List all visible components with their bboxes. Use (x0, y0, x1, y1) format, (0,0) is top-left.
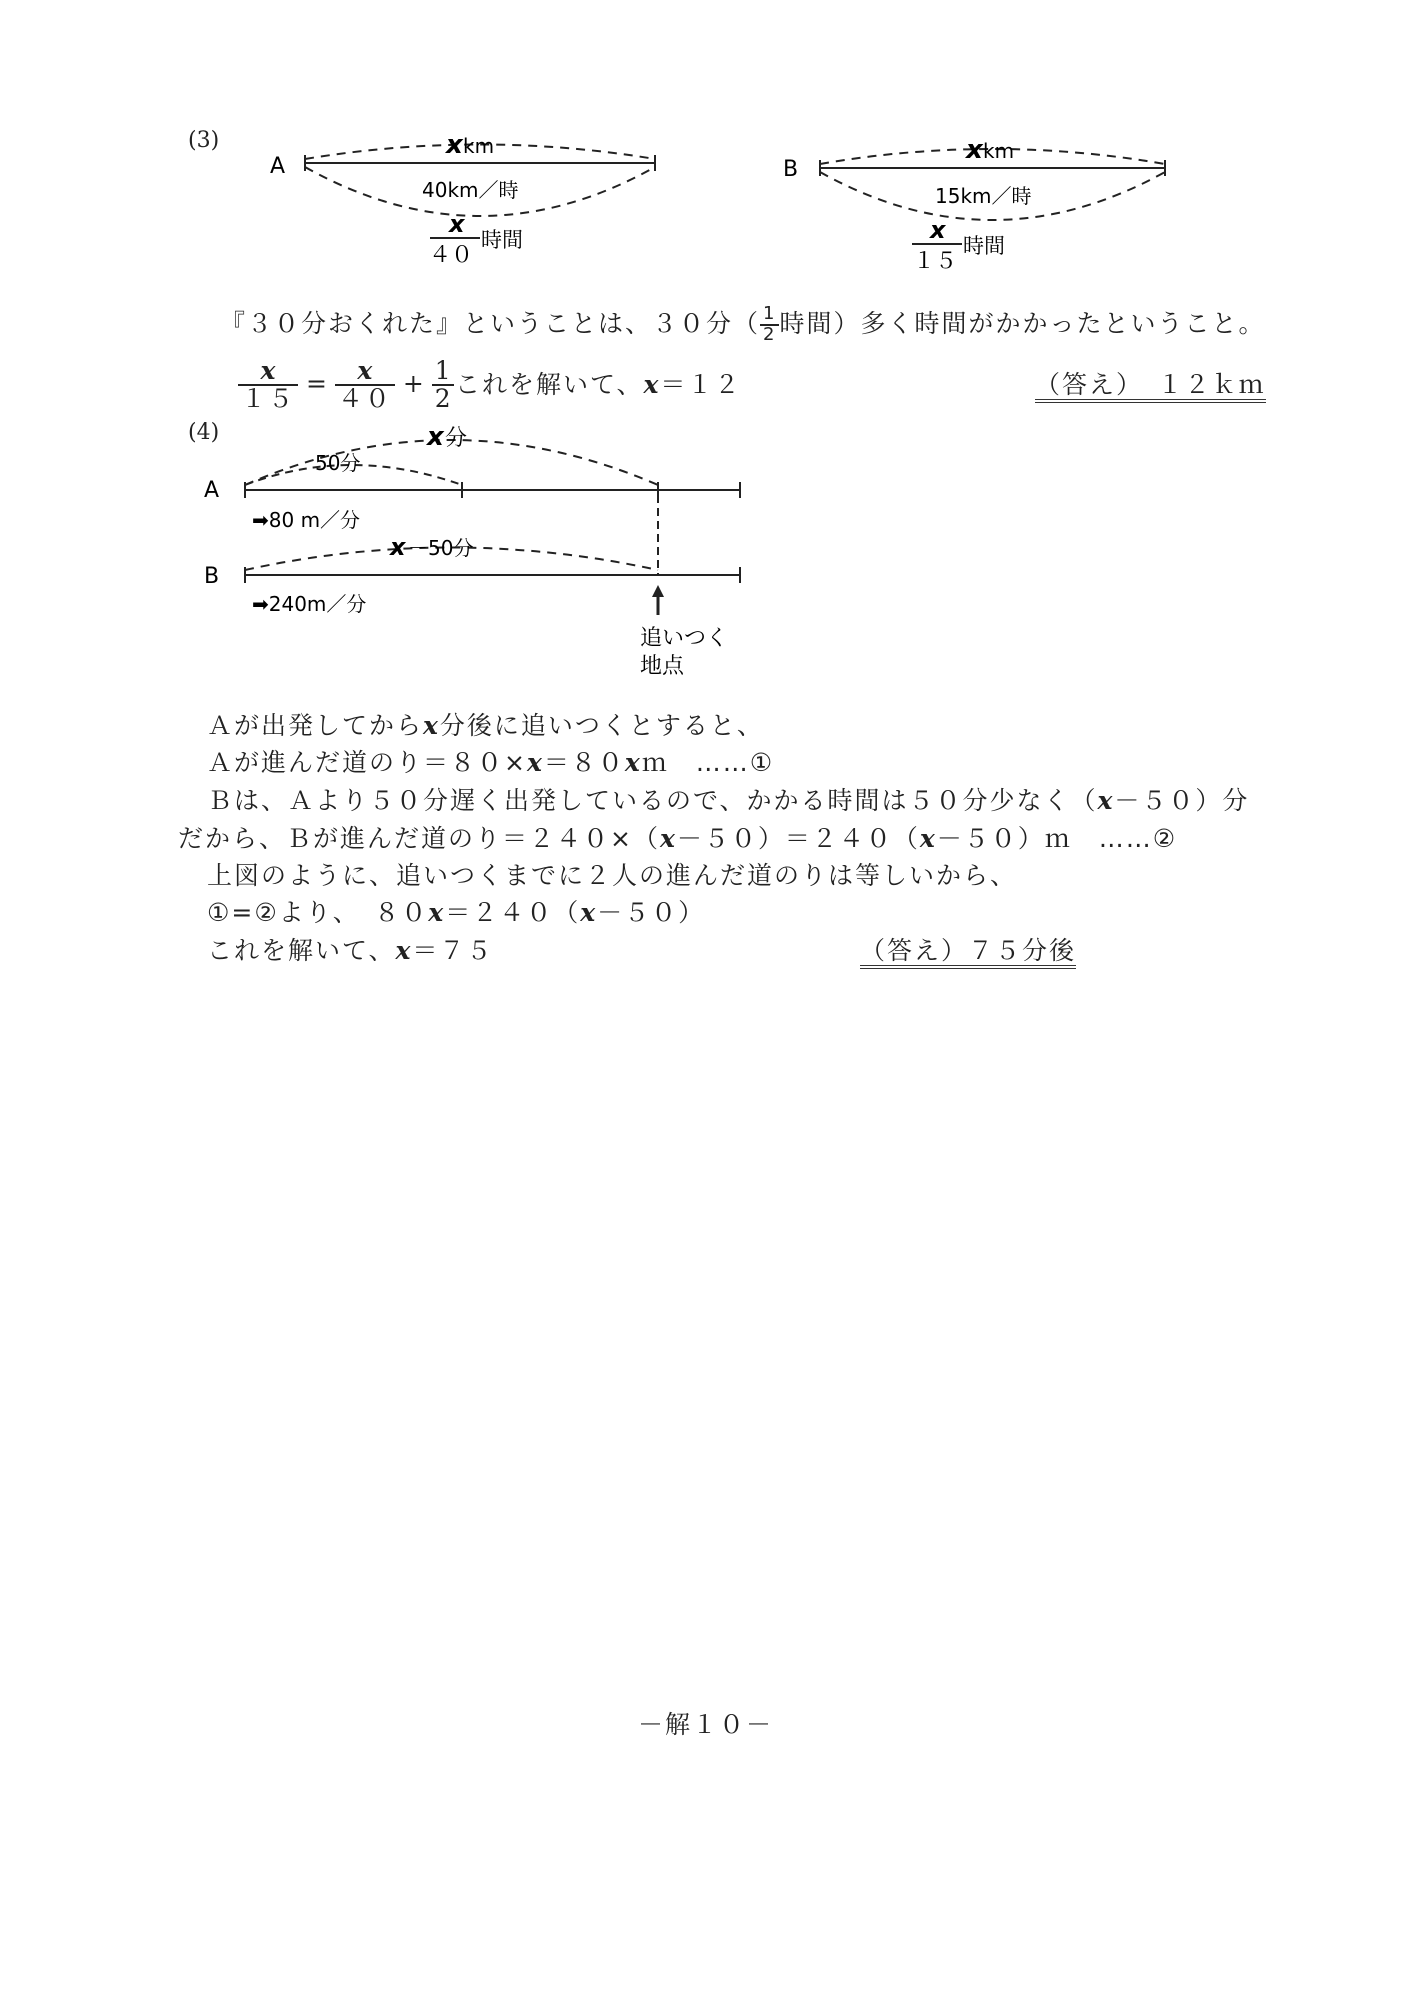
row-a-label: A (204, 478, 220, 503)
answer-3: （答え） １２ｋｍ (1035, 372, 1266, 403)
explanation-line-3: Ｂは、Ａより５０分遅く出発しているので、かかる時間は５０分少なく（x－５０）分 (207, 786, 1250, 815)
page-number: －解１０－ (638, 1710, 774, 1739)
fifty-minutes-label: 50分 (315, 451, 361, 475)
time-unit: 時間 (481, 228, 523, 252)
point-b-label: B (783, 157, 799, 182)
speed-label: 40km／時 (422, 178, 519, 202)
explanation-line-1: Ａが出発してからx分後に追いつくとすると、 (207, 711, 764, 740)
time-frac-den: ４０ (429, 243, 474, 268)
speed-b: ➡240m／分 (252, 592, 367, 616)
catch-up-label-2: 地点 (640, 654, 685, 679)
explanation-line-6: ①=②より、 ８０x＝２４０（x－５０） (207, 898, 706, 927)
explanation-line-5: 上図のように、追いつくまでに２人の進んだ道のりは等しいから、 (207, 861, 1018, 890)
solve-line: これを解いて、x＝１２ (455, 370, 742, 399)
time-unit: 時間 (963, 234, 1005, 258)
diagram-catch-up (200, 415, 760, 705)
distance-var: x (966, 138, 983, 165)
point-a-label: A (270, 154, 286, 179)
speed-a: ➡80 m／分 (252, 508, 361, 532)
explanation-line-7: これを解いて、x＝７５ (207, 936, 494, 965)
problem-3-label: (3) (188, 128, 220, 153)
speed-label: 15km／時 (935, 184, 1032, 208)
catch-up-label-1: 追いつく (640, 626, 729, 651)
diagram-a (265, 135, 685, 270)
answer-4: （答え）７５分後 (860, 938, 1076, 969)
total-time-unit: 分 (445, 426, 468, 451)
b-time-var: x (390, 533, 406, 561)
time-frac-den: １５ (913, 249, 958, 273)
time-frac-num: x (449, 210, 465, 238)
problem-4-label: (4) (188, 420, 220, 445)
distance-var: x (446, 135, 463, 160)
delay-explanation: 『３０分おくれた』ということは、３０分（ $\frac{1}{2}$ 時間）多く時間がかかったということ。 (220, 303, 1266, 345)
equation: $\frac{x}{15}$ = $\frac{x}{40}$ + $\frac{1}{2}$ (238, 358, 454, 413)
total-time-var: x (427, 422, 444, 452)
explanation-line-2: Ａが進んだ道のり＝８０×x＝８０xｍ ……① (207, 748, 775, 777)
diagram-b (775, 138, 1195, 273)
time-frac-num: x (930, 216, 946, 244)
row-b-label: B (204, 564, 220, 589)
explanation-line-4: だから、Ｂが進んだ道のり＝２４０×（x－５０）＝２４０（x－５０）ｍ ……② (178, 824, 1178, 853)
distance-unit: km (983, 139, 1015, 163)
b-time-label: －50分 (408, 536, 474, 560)
distance-unit: km (463, 135, 495, 158)
